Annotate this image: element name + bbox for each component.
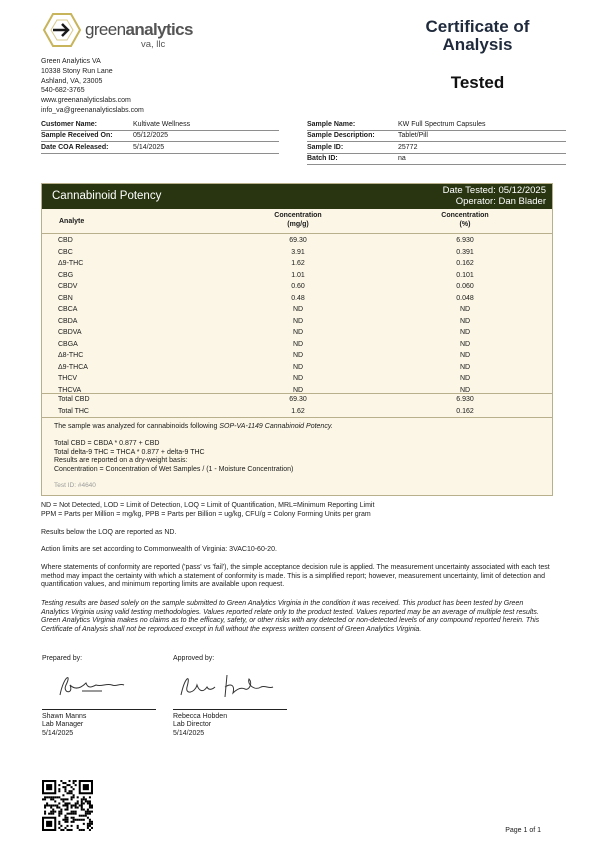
table-row xyxy=(42,294,552,306)
column-header-mg-line2: (mg/g) xyxy=(287,221,309,228)
test-id: Test ID: #4640 xyxy=(54,482,96,489)
lab-phone: 540-682-3765 xyxy=(41,87,85,95)
logo-subtitle: va, llc xyxy=(141,39,166,50)
concentration-mg: 69.30 xyxy=(289,396,307,403)
table-row xyxy=(42,340,552,352)
prepared-signature xyxy=(52,665,162,705)
signature-line xyxy=(173,709,287,710)
logo-name-light: green xyxy=(85,20,126,39)
column-header-pct-line1: Concentration xyxy=(441,212,489,219)
analyte-name: CBDA xyxy=(58,317,78,325)
concentration-mg: ND xyxy=(292,352,304,359)
analyte-name: THCV xyxy=(58,375,78,382)
date-tested: Date Tested: 05/12/2025 xyxy=(442,185,546,196)
company-logo xyxy=(40,10,210,54)
concentration-mg: 0.60 xyxy=(291,283,305,290)
concentration-pct: 0.391 xyxy=(456,248,474,256)
potency-notes xyxy=(54,423,333,475)
concentration-pct: ND xyxy=(459,329,471,336)
concentration-pct: ND xyxy=(459,306,471,313)
info-label: Batch ID: xyxy=(307,155,338,163)
abbreviations-line-2: PPM = Parts per Million = mg/kg, PPB = Parts per Billion = ug/kg, CFU/g = Colony Forming Units per gram xyxy=(41,510,371,518)
table-row xyxy=(42,328,552,340)
concentration-mg: ND xyxy=(292,329,304,336)
operator: Operator: Dan Blader xyxy=(455,196,546,207)
analyte-name: Δ9-THCA xyxy=(58,363,88,371)
table-row xyxy=(42,305,552,317)
table-row xyxy=(42,407,552,419)
analyte-name: CBDV xyxy=(58,283,78,290)
logo-wordmark xyxy=(85,20,193,40)
concentration-mg: ND xyxy=(292,340,304,348)
concentration-pct: ND xyxy=(459,340,471,348)
concentration-pct: 0.060 xyxy=(456,283,474,290)
table-row xyxy=(42,374,552,386)
column-header-mg xyxy=(268,211,328,229)
table-row xyxy=(42,248,552,260)
table-row xyxy=(42,282,552,294)
formula-thc: Total delta-9 THC = THCA * 0.877 + delta-9 THC xyxy=(54,448,205,456)
analyte-name: CBD xyxy=(58,237,73,244)
analyte-name: CBG xyxy=(58,271,74,279)
concentration-pct: ND xyxy=(459,363,471,371)
page-number: Page 1 of 1 xyxy=(505,827,541,834)
info-label: Sample Name: xyxy=(307,120,356,128)
approved-signature xyxy=(175,665,285,705)
info-label: Date COA Released: xyxy=(41,143,109,151)
info-value: 25772 xyxy=(398,143,418,151)
concentration-mg: 1.62 xyxy=(291,407,305,415)
analyte-name: Total THC xyxy=(58,407,89,415)
concentration-mg: 3.91 xyxy=(291,248,305,256)
prepared-by-label: Prepared by: xyxy=(42,655,83,662)
info-label: Sample Description: xyxy=(307,132,375,140)
info-row xyxy=(307,154,566,166)
concentration-pct: 6.930 xyxy=(456,396,474,403)
concentration-mg: ND xyxy=(292,386,304,394)
lab-name: Green Analytics VA xyxy=(41,58,101,65)
lab-website[interactable]: www.greenanalyticslabs.com xyxy=(41,97,131,105)
potency-title: Cannabinoid Potency xyxy=(52,190,162,202)
concentration-mg: 1.62 xyxy=(291,260,305,267)
info-row xyxy=(307,119,566,131)
table-row xyxy=(42,363,552,375)
method-note-prefix: The sample was analyzed for cannabinoids following xyxy=(54,423,220,430)
lab-address xyxy=(41,57,144,116)
concentration-pct: 0.162 xyxy=(456,407,474,415)
table-row xyxy=(42,271,552,283)
table-row xyxy=(42,395,552,407)
concentration-pct: 0.048 xyxy=(456,294,474,302)
formula-cbd: Total CBD = CBDA * 0.877 + CBD xyxy=(54,440,160,448)
totals-table xyxy=(42,393,552,418)
table-row xyxy=(42,317,552,329)
column-header-mg-line1: Concentration xyxy=(274,212,322,219)
analyte-name: CBDVA xyxy=(58,329,82,336)
concentration-mg: 1.01 xyxy=(291,271,305,279)
lab-email[interactable]: info_va@greenanalyticslabs.com xyxy=(41,106,144,114)
info-label: Sample ID: xyxy=(307,143,344,151)
status-label: Tested xyxy=(450,73,505,92)
info-value: 05/12/2025 xyxy=(133,132,169,140)
approved-name: Rebecca Hobden xyxy=(173,713,228,720)
concentration-mg: ND xyxy=(292,306,304,313)
header-divider xyxy=(42,233,552,234)
prepared-name: Shawn Manns xyxy=(42,713,87,720)
concentration-pct: 0.162 xyxy=(456,260,474,267)
abbreviations-line-1: ND = Not Detected, LOD = Limit of Detection, LOQ = Limit of Quantification, MRL=Minimum Reporting Limit xyxy=(41,502,375,509)
conformity-note: Where statements of conformity are reported ('pass' vs 'fail'), the simple acceptance decision rule is applied. The measurement uncertainty associated with each test method may impact the certainty with which a statement of conformity is made. This is a simplified report; however, measurement uncertainty, limit of detection and quantification values, and minimum reporting limits are available upon request. xyxy=(41,564,550,589)
title-line-1: Certificate of xyxy=(425,17,530,36)
disclaimer: Testing results are based solely on the sample submitted to Green Analytics Virginia in the condition it was received. This product has been tested by Green Analytics Virginia using valid testing methodologies. Values reported relate only to the product tested. Values reported may be an average of multiple test results. Green Analytics Virginia makes no claims as to the efficacy, safety, or other risks with any detected or non-detected levels of any compound reported herein. This Certificate of Analysis shall not be reproduced except in full without the express written consent of Green Analytics Virginia. xyxy=(41,600,540,633)
table-row xyxy=(42,351,552,363)
analyte-name: Δ8-THC xyxy=(58,352,84,359)
document-title xyxy=(405,18,550,54)
info-value: 5/14/2025 xyxy=(133,143,165,151)
potency-panel xyxy=(41,183,553,496)
analyte-name: CBC xyxy=(58,248,73,256)
lab-street: 10338 Stony Run Lane xyxy=(41,67,113,75)
info-row xyxy=(41,131,279,143)
signature-line xyxy=(42,709,156,710)
abbreviations xyxy=(41,502,551,519)
sample-info xyxy=(307,119,566,165)
potency-header xyxy=(42,184,552,209)
analyte-name: CBN xyxy=(58,294,73,302)
info-label: Sample Received On: xyxy=(41,132,113,140)
approved-signatory xyxy=(173,713,227,738)
concentration-mg: 69.30 xyxy=(289,237,307,244)
method-note xyxy=(54,423,333,432)
analyte-name: Δ9-THC xyxy=(58,260,84,267)
approved-by-label: Approved by: xyxy=(173,655,215,662)
action-limits-note: Action limits are set according to Commonwealth of Virginia: 3VAC10-60-20. xyxy=(41,546,277,553)
analyte-table xyxy=(42,236,552,397)
concentration-pct: 6.930 xyxy=(456,237,474,244)
analyte-name: CBCA xyxy=(58,306,78,313)
column-header-analyte: Analyte xyxy=(59,218,85,225)
info-value: na xyxy=(398,155,406,163)
hexagon-arrow-logo-icon xyxy=(40,10,84,50)
prepared-signatory xyxy=(42,713,86,738)
analyte-name: THCVA xyxy=(58,386,82,394)
concentration-mg: ND xyxy=(292,363,304,371)
info-row xyxy=(41,142,279,154)
info-row xyxy=(307,131,566,143)
method-name: SOP-VA-1149 Cannabinoid Potency. xyxy=(219,423,333,430)
info-value: Tablet/Pill xyxy=(398,132,428,140)
approved-date: 5/14/2025 xyxy=(173,729,205,737)
concentration-mg: 0.48 xyxy=(291,294,305,302)
column-header-pct-line2: (%) xyxy=(459,221,471,228)
concentration-pct: 0.101 xyxy=(456,271,474,279)
loq-note: Results below the LOQ are reported as ND. xyxy=(41,529,177,536)
concentration-pct: ND xyxy=(459,375,471,382)
concentration-mg: ND xyxy=(292,317,304,325)
qr-code-icon[interactable] xyxy=(42,780,93,831)
info-label: Customer Name: xyxy=(41,120,98,128)
test-meta xyxy=(443,185,546,207)
info-row xyxy=(41,119,279,131)
table-row xyxy=(42,236,552,248)
logo-name-bold: analytics xyxy=(125,20,193,39)
approved-title: Lab Director xyxy=(173,721,212,729)
info-value: Kultivate Wellness xyxy=(133,120,191,128)
dry-weight-note: Results are reported on a dry-weight basis: xyxy=(54,457,188,465)
prepared-date: 5/14/2025 xyxy=(42,729,74,737)
title-line-2: Analysis xyxy=(442,35,513,54)
concentration-formula: Concentration = Concentration of Wet Samples / (1 - Moisture Concentration) xyxy=(54,465,294,473)
analyte-name: Total CBD xyxy=(58,396,90,403)
concentration-pct: ND xyxy=(459,352,471,359)
info-row xyxy=(307,142,566,154)
concentration-pct: ND xyxy=(459,386,471,394)
info-value: KW Full Spectrum Capsules xyxy=(398,120,486,128)
prepared-title: Lab Manager xyxy=(42,721,84,729)
lab-city: Ashland, VA, 23005 xyxy=(41,77,103,85)
analyte-name: CBGA xyxy=(58,340,78,348)
concentration-mg: ND xyxy=(292,375,304,382)
customer-info xyxy=(41,119,279,154)
table-row xyxy=(42,259,552,271)
column-header-pct xyxy=(435,211,495,229)
concentration-pct: ND xyxy=(459,317,471,325)
